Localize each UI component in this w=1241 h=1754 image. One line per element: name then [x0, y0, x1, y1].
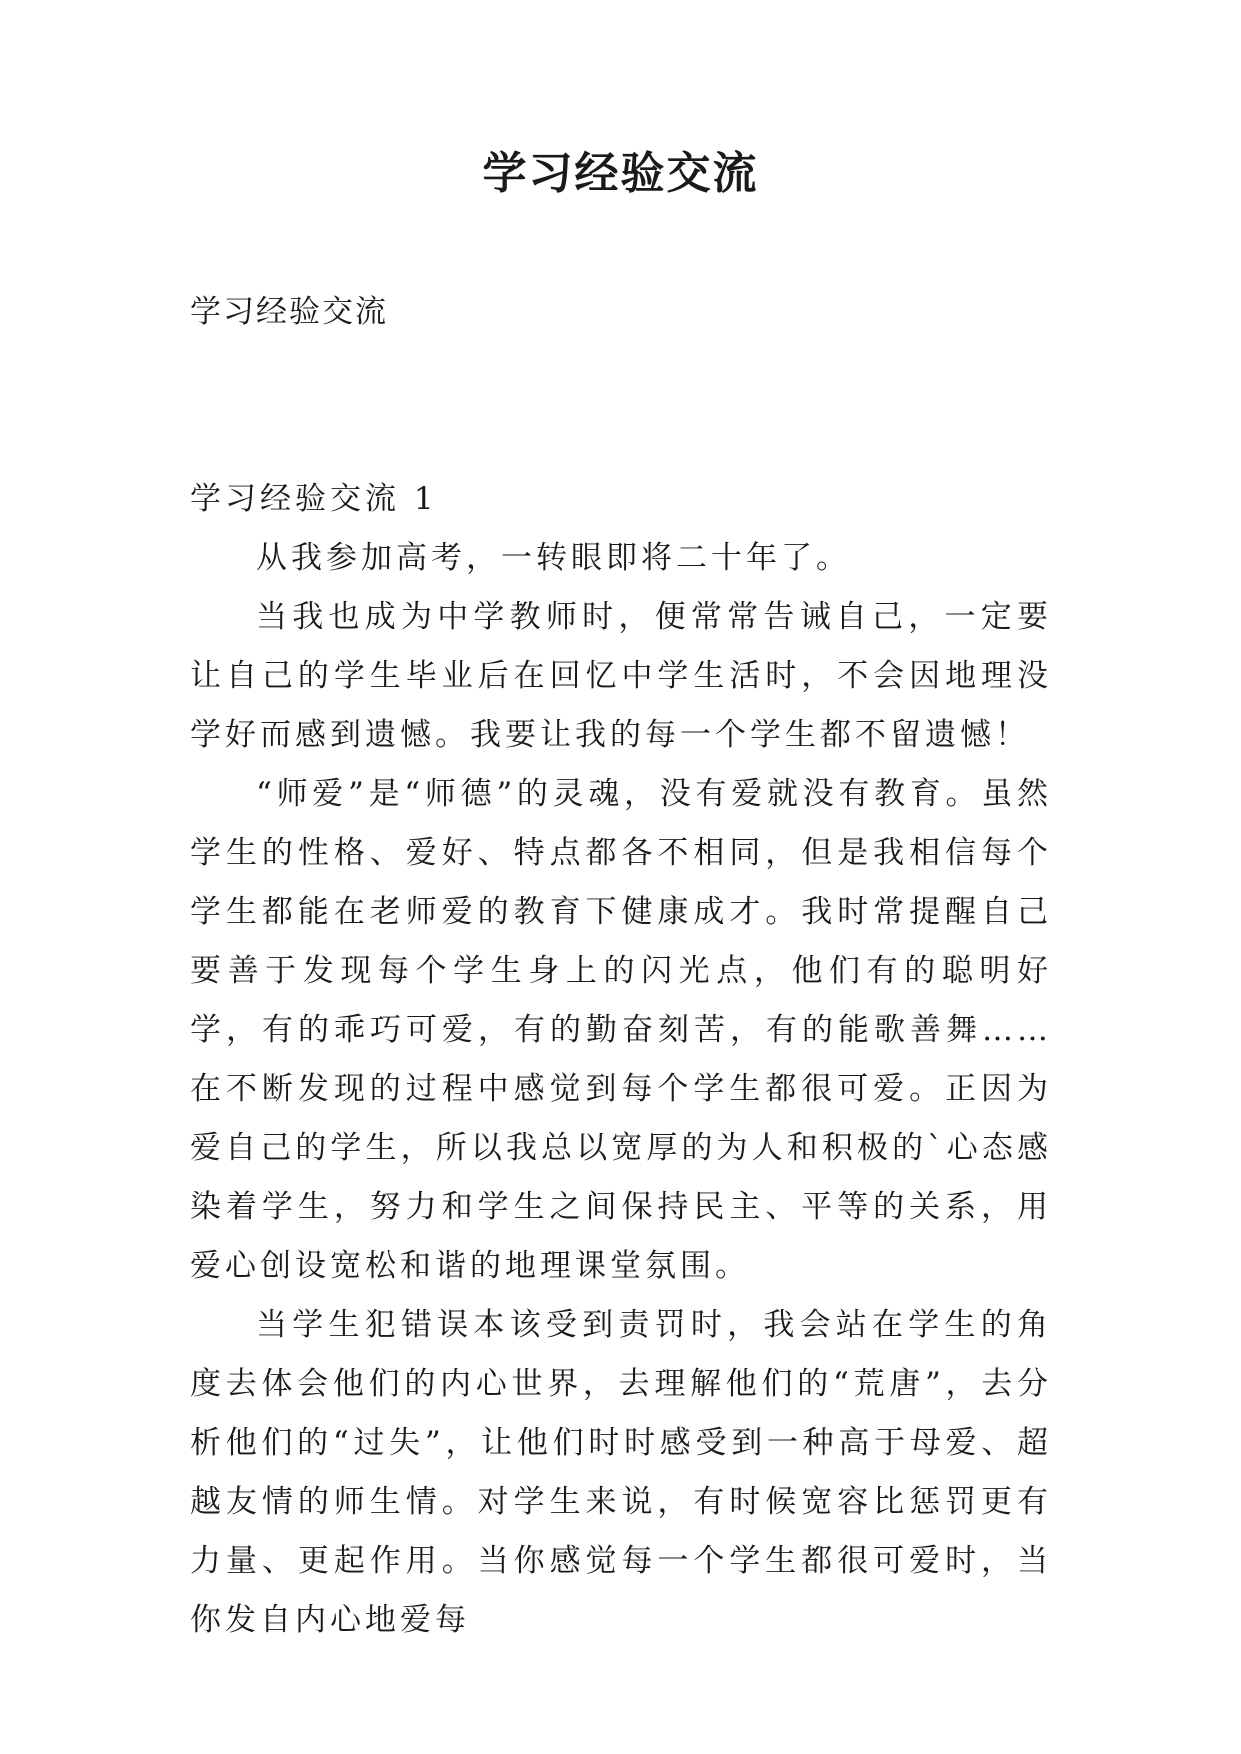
paragraph: 当我也成为中学教师时，便常常告诫自己，一定要让自己的学生毕业后在回忆中学生活时，不会因地理没学好而感到遗憾。我要让我的每一个学生都不留遗憾！: [190, 599, 1052, 753]
document-subtitle: 学习经验交流: [190, 294, 388, 330]
section-heading: 学习经验交流 1: [190, 481, 438, 517]
paragraph: “师爱”是“师德”的灵魂，没有爱就没有教育。虽然学生的性格、爱好、特点都各不相同，但是我相信每个学生都能在老师爱的教育下健康成才。我时常提醒自己要善于发现每个学生身上的闪光点，他们有的聪明好学，有的乖巧可爱，有的勤奋刻苦，有的能歌善舞……在不断发现的过程中感觉到每个学生都很可爱。正因为爱自己的学生，所以我总以宽厚的为人和积极的`心态感染着学生，努力和学生之间保持民主、平等的关系，用爱心创设宽松和谐的地理课堂氛围。: [190, 776, 1052, 1284]
paragraph: 当学生犯错误本该受到责罚时，我会站在学生的角度去体会他们的内心世界，去理解他们的“荒唐”，去分析他们的“过失”，让他们时时感受到一种高于母爱、超越友情的师生情。对学生来说，有时候宽容比惩罚更有力量、更起作用。当你感觉每一个学生都很可爱时，当你发自内心地爱每: [190, 1307, 1052, 1638]
document-body: [190, 470, 1052, 1650]
paragraph: 从我参加高考，一转眼即将二十年了。: [256, 540, 851, 576]
document-title: 学习经验交流: [482, 148, 759, 199]
